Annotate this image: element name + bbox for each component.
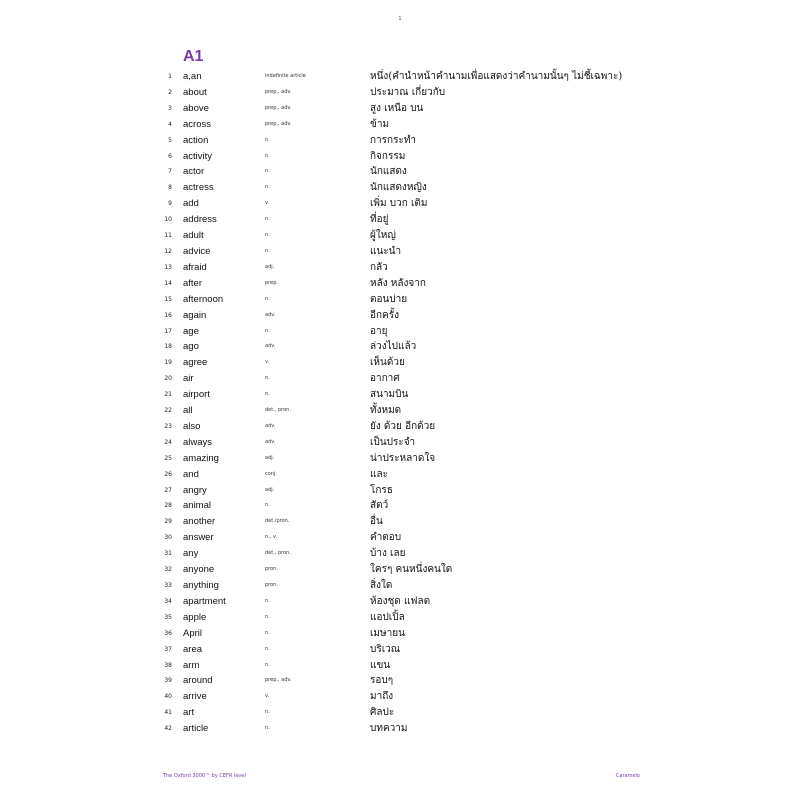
- entry-number: 2: [168, 88, 172, 96]
- entry-meaning: บริเวณ: [370, 643, 401, 655]
- entry-number: 1: [168, 73, 172, 80]
- entry-word: advice: [183, 245, 211, 257]
- entry-number: 5: [168, 136, 172, 144]
- list-item: [0, 149, 800, 165]
- entry-part-of-speech: adv.: [265, 438, 276, 445]
- list-item: [0, 578, 800, 594]
- entry-number: 12: [164, 247, 172, 255]
- entry-word: also: [183, 420, 201, 432]
- entry-meaning: โกรธ: [370, 484, 393, 496]
- entry-part-of-speech: prep., adv.: [265, 677, 292, 684]
- vocabulary-list: [0, 69, 800, 737]
- entry-part-of-speech: v.: [265, 693, 270, 700]
- entry-meaning: การกระทำ: [370, 134, 417, 146]
- entry-part-of-speech: n.: [265, 295, 270, 302]
- entry-word: amazing: [183, 452, 219, 464]
- list-item: [0, 530, 800, 546]
- entry-meaning: ที่อยู่: [370, 214, 389, 226]
- entry-number: 37: [164, 645, 172, 653]
- section-title: A1: [183, 48, 204, 65]
- entry-part-of-speech: n.: [265, 216, 270, 223]
- entry-word: actor: [183, 166, 205, 178]
- entry-word: area: [183, 643, 203, 655]
- entry-meaning: ยัง ด้วย อีกด้วย: [370, 420, 436, 432]
- list-item: [0, 626, 800, 642]
- entry-part-of-speech: adv.: [265, 422, 276, 429]
- entry-part-of-speech: conj.: [265, 470, 277, 477]
- entry-meaning: เพิ่ม บวก เติม: [370, 198, 428, 210]
- entry-part-of-speech: adv.: [265, 311, 276, 318]
- entry-word: April: [183, 627, 203, 639]
- entry-number: 30: [164, 534, 172, 542]
- entry-number: 3: [168, 104, 172, 112]
- list-item: [0, 594, 800, 610]
- list-item: [0, 721, 800, 737]
- entry-word: another: [183, 516, 216, 528]
- entry-part-of-speech: n.: [265, 725, 270, 732]
- entry-word: art: [183, 707, 195, 719]
- entry-part-of-speech: n.: [265, 645, 270, 652]
- entry-word: all: [183, 405, 193, 417]
- entry-number: 38: [164, 661, 172, 669]
- list-item: [0, 642, 800, 658]
- entry-meaning: ทั้งหมด: [370, 405, 402, 417]
- list-item: [0, 658, 800, 674]
- entry-word: arm: [183, 659, 200, 671]
- entry-number: 19: [164, 359, 172, 367]
- entry-number: 31: [164, 550, 172, 558]
- list-item: [0, 85, 800, 101]
- entry-meaning: สนามบิน: [370, 389, 409, 401]
- list-item: [0, 117, 800, 133]
- entry-meaning: และ: [370, 468, 388, 480]
- list-item: [0, 467, 800, 483]
- entry-part-of-speech: n.: [265, 502, 270, 509]
- list-item: [0, 371, 800, 387]
- entry-meaning: น่าประหลาดใจ: [370, 452, 436, 464]
- entry-part-of-speech: prep., adv.: [265, 120, 292, 127]
- entry-word: any: [183, 548, 199, 560]
- entry-meaning: ประมาณ เกี่ยวกับ: [370, 86, 446, 98]
- list-item: [0, 276, 800, 292]
- entry-word: afraid: [183, 261, 207, 273]
- entry-word: anyone: [183, 564, 215, 576]
- entry-word: ago: [183, 341, 199, 353]
- entry-part-of-speech: adj.: [265, 486, 275, 493]
- entry-part-of-speech: det./pron.: [265, 518, 290, 525]
- entry-word: air: [183, 373, 194, 385]
- entry-number: 41: [164, 709, 172, 717]
- entry-meaning: สัตว์: [370, 500, 389, 512]
- list-item: [0, 451, 800, 467]
- entry-word: animal: [183, 500, 211, 512]
- entry-number: 7: [168, 168, 172, 176]
- list-item: [0, 133, 800, 149]
- entry-number: 13: [164, 263, 172, 271]
- entry-meaning: เห็นด้วย: [370, 357, 405, 369]
- entry-number: 28: [164, 502, 172, 510]
- entry-word: activity: [183, 150, 213, 162]
- list-item: [0, 546, 800, 562]
- list-item: [0, 562, 800, 578]
- entry-word: action: [183, 134, 209, 146]
- entry-part-of-speech: pron.: [265, 566, 278, 573]
- entry-meaning: อื่น: [370, 516, 383, 528]
- entry-part-of-speech: det., pron.: [265, 550, 291, 557]
- entry-number: 39: [164, 677, 172, 685]
- entry-meaning: สิ่งใด: [370, 580, 393, 591]
- entry-part-of-speech: det., pron.: [265, 407, 291, 414]
- entry-meaning: ห้องชุด แฟลต: [370, 595, 431, 607]
- entry-meaning: นักแสดงหญิง: [370, 182, 427, 194]
- entry-word: article: [183, 723, 209, 735]
- entry-meaning: ศิลปะ: [370, 707, 395, 719]
- entry-word: a,an: [183, 71, 202, 82]
- entry-part-of-speech: adv.: [265, 343, 276, 350]
- list-item: [0, 212, 800, 228]
- entry-part-of-speech: n.: [265, 168, 270, 175]
- entry-number: 15: [164, 295, 172, 303]
- page-number: 1: [398, 16, 402, 22]
- entry-meaning: หนึ่ง(คำนำหน้าคำนามเพื่อแสดงว่าคำนามนั้นๆ ไม่ชี้เฉพาะ): [370, 71, 623, 82]
- entry-meaning: แนะนำ: [370, 245, 402, 257]
- entry-number: 17: [164, 327, 172, 335]
- entry-word: about: [183, 86, 207, 98]
- entry-meaning: รอบๆ: [370, 675, 394, 687]
- entry-meaning: ข้าม: [370, 118, 390, 130]
- list-item: [0, 244, 800, 260]
- entry-number: 33: [164, 582, 172, 589]
- list-item: [0, 228, 800, 244]
- entry-part-of-speech: n.: [265, 184, 270, 191]
- entry-meaning: นักแสดง: [370, 166, 407, 178]
- entry-number: 10: [164, 216, 172, 224]
- entry-meaning: กิจกรรม: [370, 150, 406, 162]
- entry-number: 26: [164, 470, 172, 478]
- entry-word: answer: [183, 532, 214, 544]
- entry-number: 23: [164, 422, 172, 430]
- entry-part-of-speech: n.: [265, 327, 270, 334]
- footer-title: The Oxford 3000™ by CEFR level: [163, 773, 246, 779]
- entry-number: 42: [164, 725, 172, 733]
- entry-meaning: มาถึง: [370, 691, 394, 703]
- list-item: [0, 69, 800, 85]
- entry-word: around: [183, 675, 213, 687]
- entry-meaning: คำตอบ: [370, 532, 402, 544]
- list-item: [0, 483, 800, 499]
- list-item: [0, 164, 800, 180]
- entry-word: and: [183, 468, 199, 480]
- list-item: [0, 689, 800, 705]
- entry-part-of-speech: n.: [265, 247, 270, 254]
- entry-part-of-speech: n.: [265, 391, 270, 398]
- list-item: [0, 260, 800, 276]
- entry-word: age: [183, 325, 199, 337]
- entry-part-of-speech: n.: [265, 709, 270, 716]
- entry-meaning: เมษายน: [370, 627, 405, 639]
- entry-word: across: [183, 118, 211, 130]
- entry-word: add: [183, 198, 199, 210]
- entry-part-of-speech: n.: [265, 375, 270, 382]
- list-item: [0, 308, 800, 324]
- entry-part-of-speech: prep.: [265, 279, 278, 286]
- entry-word: apartment: [183, 595, 226, 607]
- entry-number: 34: [164, 597, 172, 605]
- list-item: [0, 673, 800, 689]
- list-item: [0, 355, 800, 371]
- entry-word: above: [183, 102, 209, 114]
- entry-meaning: ตอนบ่าย: [370, 293, 408, 305]
- entry-number: 32: [164, 566, 172, 574]
- list-item: [0, 339, 800, 355]
- entry-part-of-speech: n.: [265, 232, 270, 239]
- entry-part-of-speech: n.: [265, 661, 270, 668]
- entry-part-of-speech: prep., adv.: [265, 104, 292, 111]
- entry-number: 4: [168, 120, 172, 128]
- entry-number: 22: [164, 407, 172, 415]
- entry-number: 24: [164, 438, 172, 446]
- entry-part-of-speech: pron.: [265, 582, 278, 588]
- entry-number: 27: [164, 486, 172, 494]
- entry-meaning: แขน: [370, 659, 391, 671]
- entry-part-of-speech: indefinite article: [265, 73, 306, 79]
- entry-part-of-speech: v.: [265, 359, 270, 366]
- entry-word: again: [183, 309, 207, 321]
- entry-number: 8: [168, 184, 172, 192]
- entry-number: 14: [164, 279, 172, 287]
- entry-part-of-speech: n., v.: [265, 534, 278, 541]
- entry-word: angry: [183, 484, 207, 496]
- entry-meaning: ใครๆ คนหนึ่งคนใด: [370, 564, 453, 576]
- entry-meaning: อายุ: [370, 325, 388, 337]
- list-item: [0, 610, 800, 626]
- footer-brand: Caramelo: [615, 773, 640, 779]
- entry-meaning: สูง เหนือ บน: [370, 102, 424, 114]
- entry-part-of-speech: n.: [265, 597, 270, 604]
- entry-number: 18: [164, 343, 172, 351]
- entry-meaning: บ้าง เลย: [370, 548, 406, 560]
- entry-word: after: [183, 277, 203, 289]
- entry-number: 9: [168, 200, 172, 208]
- entry-number: 40: [164, 693, 172, 701]
- entry-part-of-speech: n.: [265, 629, 270, 636]
- entry-number: 21: [164, 391, 172, 399]
- entry-word: anything: [183, 580, 219, 591]
- entry-meaning: หลัง หลังจาก: [370, 277, 426, 289]
- entry-part-of-speech: prep., adv.: [265, 88, 292, 95]
- list-item: [0, 705, 800, 721]
- entry-meaning: อากาศ: [370, 373, 400, 385]
- list-item: [0, 180, 800, 196]
- entry-number: 16: [164, 311, 172, 319]
- entry-part-of-speech: n.: [265, 136, 270, 143]
- list-item: [0, 403, 800, 419]
- entry-word: airport: [183, 389, 210, 401]
- entry-part-of-speech: n.: [265, 613, 270, 620]
- list-item: [0, 514, 800, 530]
- list-item: [0, 419, 800, 435]
- entry-meaning: ล่วงไปแล้ว: [370, 341, 417, 353]
- list-item: [0, 498, 800, 514]
- list-item: [0, 387, 800, 403]
- entry-meaning: ผู้ใหญ่: [370, 230, 396, 242]
- entry-word: arrive: [183, 691, 207, 703]
- entry-number: 20: [164, 375, 172, 383]
- entry-meaning: อีกครั้ง: [370, 309, 400, 321]
- entry-number: 29: [164, 518, 172, 526]
- list-item: [0, 324, 800, 340]
- entry-part-of-speech: n.: [265, 152, 270, 159]
- entry-number: 35: [164, 613, 172, 621]
- entry-part-of-speech: adj.: [265, 454, 275, 461]
- entry-part-of-speech: v.: [265, 200, 270, 207]
- entry-meaning: กลัว: [370, 261, 388, 273]
- entry-meaning: บทความ: [370, 723, 408, 735]
- entry-word: apple: [183, 611, 207, 623]
- entry-meaning: แอปเปิ้ล: [370, 611, 405, 623]
- entry-meaning: เป็นประจำ: [370, 436, 416, 448]
- entry-number: 36: [164, 629, 172, 637]
- entry-word: always: [183, 436, 213, 448]
- entry-word: afternoon: [183, 293, 224, 305]
- entry-number: 6: [168, 152, 172, 160]
- entry-word: address: [183, 214, 217, 226]
- list-item: [0, 292, 800, 308]
- list-item: [0, 101, 800, 117]
- entry-number: 11: [164, 232, 172, 240]
- entry-word: agree: [183, 357, 208, 369]
- list-item: [0, 196, 800, 212]
- entry-word: adult: [183, 230, 204, 242]
- entry-part-of-speech: adj.: [265, 263, 275, 270]
- entry-number: 25: [164, 454, 172, 462]
- list-item: [0, 435, 800, 451]
- entry-word: actress: [183, 182, 214, 194]
